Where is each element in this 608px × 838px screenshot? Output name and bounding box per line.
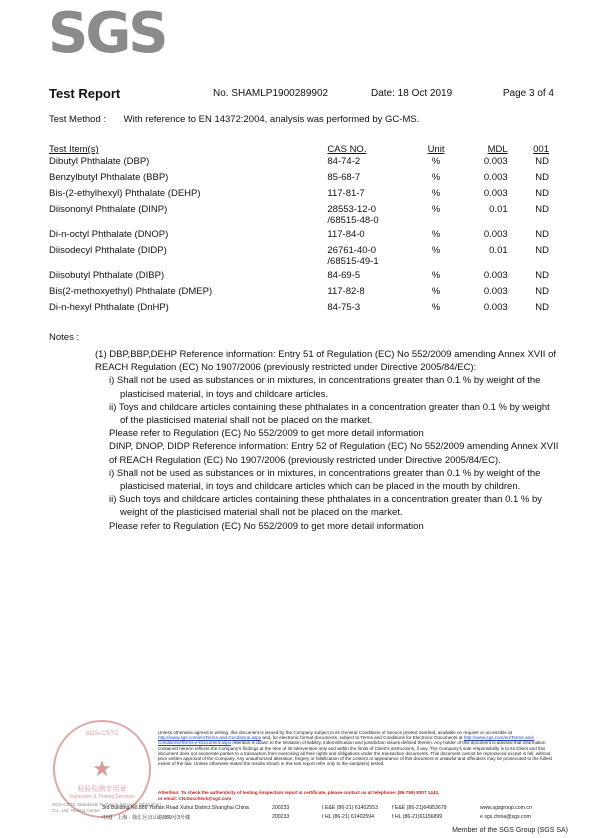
unit-cell-text: % — [431, 172, 441, 183]
e-document-terms-link[interactable]: http://www.sgs.com/en/Terms-and-Conditions/Terms-e-Document.aspx — [158, 735, 535, 746]
notes-label: Notes : — [49, 332, 80, 343]
note-2-item-ii: ii) Such toys and childcare articles containing these phthalates in a concentration greater than 0.1 % by weight of the plasticised material shall not be placed on the market. — [109, 494, 543, 519]
cas-cell — [327, 245, 421, 270]
table-row — [49, 286, 555, 302]
note-2-item-i: i) Shall not be used as substances or in mixtures, in concentrations greater than 0.1 % by weight of the plasticised material, in toys and childcare articles which can be placed in the mouth by children. — [109, 467, 541, 493]
zip-en: 200233 — [272, 805, 290, 811]
unit-cell-text: % — [431, 188, 441, 199]
mdl-cell — [451, 270, 514, 286]
cas-cell — [327, 302, 421, 318]
report-date: Date: 18 Oct 2019 — [371, 88, 453, 99]
unit-cell-text: % — [431, 286, 441, 297]
note-2: DINP, DNOP, DIDP Reference information: Entry 52 of Regulation (EC) No 552/2009 amending Annex XVII of REACH Regulation (EC) No 1907/2006 (previously restricted under Directive 2005/84/EC). — [109, 441, 559, 466]
zip-cn: 200233 — [272, 814, 290, 820]
mdl-cell-text: 0.01 — [489, 245, 508, 256]
result-cell-text: ND — [535, 229, 549, 240]
header-sample-001: 001 — [533, 144, 549, 155]
report-header — [49, 86, 554, 104]
seal-chinese-text: 检验检测专用章 — [77, 786, 127, 793]
header-test-items: Test Item(s) — [49, 144, 99, 155]
table-row — [49, 204, 555, 229]
result-cell — [514, 245, 555, 270]
mdl-cell — [451, 302, 514, 318]
cas-cell — [327, 156, 421, 172]
mdl-cell-text: 0.003 — [483, 188, 508, 199]
mdl-cell — [451, 172, 514, 188]
page-footer — [0, 720, 608, 838]
table-row — [49, 229, 555, 245]
header-unit: Unit — [427, 144, 445, 155]
terms-link[interactable]: http://www.sgs.com/en/Terms-and-Conditions.aspx — [158, 735, 262, 741]
mdl-cell — [451, 204, 514, 229]
mdl-cell-text: 0.01 — [489, 204, 508, 215]
test-item-cell-text: Bis-(2-ethylhexyl) Phthalate (DEHP) — [49, 188, 201, 199]
test-item-cell — [49, 245, 327, 270]
mdl-cell-text: 0.003 — [483, 302, 508, 313]
test-item-cell — [49, 156, 327, 172]
seal-ring-text: SGS-CSTC — [85, 730, 119, 737]
test-item-cell-text: Diisononyl Phthalate (DINP) — [49, 204, 168, 215]
address-row-en — [102, 805, 562, 814]
notes-body — [95, 348, 560, 533]
result-cell — [514, 270, 555, 286]
tel-en: t E&E (86-21) 61402553 — [322, 805, 378, 811]
address-row-cn — [102, 814, 562, 823]
result-cell-text: ND — [535, 302, 549, 313]
result-cell — [514, 172, 555, 188]
tel-cn: t HL (86-21) 61402594 — [322, 814, 375, 820]
table-row — [49, 188, 555, 204]
test-method — [49, 114, 419, 125]
company-name: SGS-CSTC Standards Technical Services (Shanghai) Co., Ltd. Testing Center — [52, 802, 161, 813]
test-item-cell — [49, 204, 327, 229]
page-number: Page 3 of 4 — [502, 88, 554, 99]
unit-cell-text: % — [431, 302, 441, 313]
unit-cell-text: % — [431, 156, 441, 167]
header-mdl: MDL — [487, 144, 508, 155]
table-row — [49, 172, 555, 188]
test-item-cell-text: Diisobutyl Phthalate (DIBP) — [49, 270, 165, 281]
note-1-reference: Please refer to Regulation (EC) No 552/2009 to get more detail information — [109, 428, 424, 440]
unit-cell — [421, 172, 451, 188]
mdl-cell — [451, 156, 514, 172]
report-title: Test Report — [49, 86, 121, 101]
result-cell-text: ND — [535, 188, 549, 199]
cas-cell-text: 26761-40-0 — [327, 245, 376, 256]
unit-cell-text: % — [431, 204, 441, 215]
test-item-cell-text: Di-n-hexyl Phthalate (DnHP) — [49, 302, 169, 313]
cas-cell-text: 84-74-2 — [327, 156, 361, 167]
address-block — [102, 805, 562, 823]
unit-cell — [421, 270, 451, 286]
result-cell — [514, 302, 555, 318]
email-cn[interactable]: e sgs.china@sgs.com — [480, 814, 531, 820]
header-cas-no: CAS NO. — [327, 144, 367, 155]
result-cell — [514, 204, 555, 229]
authenticity-email[interactable]: or email: CN.Doccheck@sgs.com — [158, 796, 232, 801]
mdl-cell — [451, 245, 514, 270]
disclaimer-part-1: Unless otherwise agreed in writing, this document is issued by the Company subject to its General Conditions of Service printed overleaf, available on request or accessible at — [158, 730, 512, 735]
report-number: No. SHAMLP1900289902 — [213, 88, 329, 99]
address-en: 3rd Building,No.889 Yishan Road Xuhui District,Shanghai China — [102, 805, 249, 811]
unit-cell-text: % — [431, 245, 441, 256]
table-row — [49, 270, 555, 286]
result-cell-text: ND — [535, 204, 549, 215]
mdl-cell — [451, 229, 514, 245]
result-cell — [514, 156, 555, 172]
test-item-cell — [49, 229, 327, 245]
test-item-cell-text: Benzylbutyl Phthalate (BBP) — [49, 172, 169, 183]
cas-secondary-text: /68515-48-0 — [327, 215, 379, 226]
cas-cell-text: 84-69-5 — [327, 270, 361, 281]
sgs-logo: SGS — [48, 1, 166, 66]
result-cell-text: ND — [535, 270, 549, 281]
cas-cell — [327, 286, 421, 302]
unit-cell — [421, 302, 451, 318]
test-item-cell — [49, 188, 327, 204]
cas-cell-text: 85-68-7 — [327, 172, 361, 183]
cas-cell — [327, 229, 421, 245]
unit-cell-text: % — [431, 270, 441, 281]
note-1: (1) DBP,BBP,DEHP Reference information: Entry 51 of Regulation (EC) No 552/2009 amending Annex XVII of REACH Regulation (EC) No 1907/2006 (previously restricted under Directive 2005/84/EC): — [95, 349, 557, 374]
mdl-cell-text: 0.003 — [483, 270, 508, 281]
mdl-cell-text: 0.003 — [483, 229, 508, 240]
mdl-cell — [451, 188, 514, 204]
cas-cell-text: 117-81-7 — [327, 188, 365, 199]
result-cell-text: ND — [535, 245, 549, 256]
fax-en: f E&E (86-21)64953679 — [392, 805, 447, 811]
address-cn: 中国 · 上海 · 徐汇区宜山路889号3号楼 — [102, 815, 191, 821]
mdl-cell-text: 0.003 — [483, 156, 508, 167]
cas-cell-text: 117-82-8 — [327, 286, 365, 297]
cas-cell-text: 28553-12-0 — [327, 204, 376, 215]
seal-english-text: Inspection & Testing Services — [69, 794, 135, 800]
unit-cell — [421, 156, 451, 172]
cas-cell — [327, 270, 421, 286]
authenticity-notice: Attention: To check the authenticity of testing /inspection report & certificate, please contact us at telephone: (86-755) 8307 1443, — [158, 790, 440, 795]
member-statement: Member of the SGS Group (SGS SA) — [452, 827, 568, 834]
test-item-cell — [49, 286, 327, 302]
test-method-label: Test Method : — [49, 114, 107, 125]
result-cell — [514, 188, 555, 204]
cas-cell — [327, 172, 421, 188]
test-item-cell-text: Di-n-octyl Phthalate (DNOP) — [49, 229, 169, 240]
result-cell-text: ND — [535, 156, 549, 167]
result-cell — [514, 286, 555, 302]
fax-cn: f HL (86-21)61156899 — [392, 814, 443, 820]
test-item-cell — [49, 270, 327, 286]
table-row — [49, 156, 555, 172]
website[interactable]: www.sgsgroup.com.cn — [480, 805, 532, 811]
note-1-item-ii: ii) Toys and childcare articles containing these phthalates in a concentration greater than 0.1 % by weight of the plasticised material shall not be placed on the market. — [109, 401, 550, 427]
test-item-cell-text: Bis(2-methoxyethyl) Phthalate (DMEP) — [49, 286, 213, 297]
note-1-item-i: i) Shall not be used as substances or in mixtures, in concentrations greater than 0.1 % by weight of the plasticised material, in toys and childcare articles. — [109, 375, 541, 400]
disclaimer-text — [158, 730, 556, 766]
table-row — [49, 302, 555, 318]
test-item-cell — [49, 302, 327, 318]
result-cell-text: ND — [535, 172, 549, 183]
table-header-row — [49, 143, 555, 156]
mdl-cell-text: 0.003 — [483, 286, 508, 297]
disclaimer-part-3: Attention is drawn to the limitation of liability, indemnification and jurisdiction issues defined therein. Any holder of this document is advised that information contained hereon reflects the Company's findings at the time of its intervention only and within the limits of Client's instructions, if any. The Company's sole responsibility is to its Client and this document does not exonerate parties to a transaction from exercising all their rights and obligations under the transaction documents. This document cannot be reproduced except in full, without prior written approval of the Company. Any unauthorized alteration, forgery or falsification of the content or appearance of this document is unlawful and offenders may be prosecuted to the fullest extent of the law. Unless otherwise stated the results shown in this test report refer only to the sample(s) tested. — [158, 740, 553, 767]
result-cell — [514, 229, 555, 245]
unit-cell — [421, 286, 451, 302]
unit-cell — [421, 188, 451, 204]
test-method-text: With reference to EN 14372:2004, analysis was performed by GC-MS. — [123, 114, 420, 125]
mdl-cell-text: 0.003 — [483, 172, 508, 183]
test-item-cell-text: Diisodecyl Phthalate (DIDP) — [49, 245, 167, 256]
results-table — [49, 143, 555, 318]
test-item-cell-text: Dibutyl Phthalate (DBP) — [49, 156, 150, 167]
result-cell-text: ND — [535, 286, 549, 297]
unit-cell — [421, 229, 451, 245]
cas-cell — [327, 204, 421, 229]
cas-cell-text: 84-75-3 — [327, 302, 361, 313]
cas-cell — [327, 188, 421, 204]
unit-cell — [421, 245, 451, 270]
disclaimer-part-2: and, for electronic format documents, subject to Terms and Conditions for Electronic Documents at — [262, 735, 463, 741]
table-row — [49, 245, 555, 270]
unit-cell-text: % — [431, 229, 441, 240]
seal-star-icon: ★ — [92, 756, 112, 781]
test-item-cell — [49, 172, 327, 188]
note-2-reference: Please refer to Regulation (EC) No 552/2009 to get more detail information — [109, 520, 424, 532]
cas-secondary-text: /68515-49-1 — [327, 256, 379, 267]
mdl-cell — [451, 286, 514, 302]
cas-cell-text: 117-84-0 — [327, 229, 365, 240]
unit-cell — [421, 204, 451, 229]
